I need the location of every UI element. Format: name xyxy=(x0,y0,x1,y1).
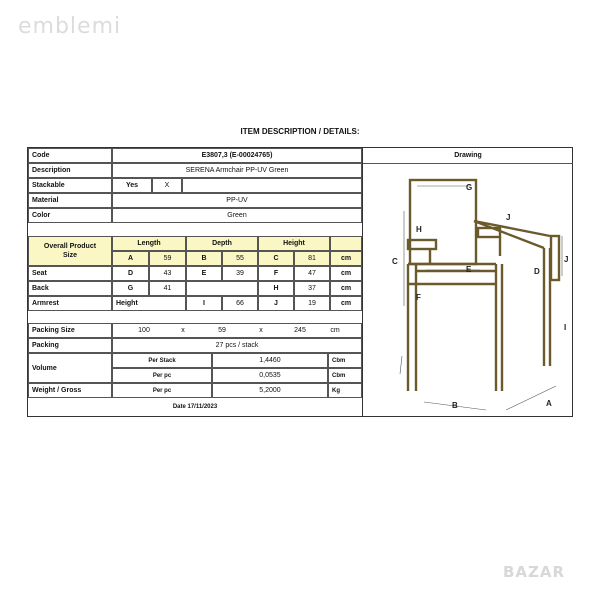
dim-c-value: 81 xyxy=(294,251,330,266)
drawing-label-i: I xyxy=(564,323,567,332)
packing-value: 27 pcs / stack xyxy=(112,338,362,353)
dim-i-letter: I xyxy=(186,296,222,311)
length-header: Length xyxy=(112,236,186,251)
dim-j-value: 19 xyxy=(294,296,330,311)
overall-unit: cm xyxy=(330,251,362,266)
watermark-logo: emblemi xyxy=(18,14,122,39)
color-value: Green xyxy=(112,208,362,223)
depth-header: Depth xyxy=(186,236,258,251)
dim-a-letter: A xyxy=(112,251,149,266)
chair-drawing xyxy=(366,166,571,414)
overall-size-line2: Size xyxy=(62,252,77,259)
material-label: Material xyxy=(28,193,112,208)
page-heading: ITEM DESCRIPTION / DETAILS: xyxy=(240,127,360,136)
overall-size-line1: Overall Product xyxy=(43,243,97,250)
drawing-title: Drawing xyxy=(363,148,573,164)
drawing-label-c: C xyxy=(392,257,398,266)
packing-label: Packing xyxy=(28,338,112,353)
description-label: Description xyxy=(28,163,112,178)
drawing-label-g: G xyxy=(466,183,473,192)
dim-e-letter: E xyxy=(186,266,222,281)
column-divider xyxy=(362,148,363,416)
volume-per-stack-unit: Cbm xyxy=(328,353,362,368)
volume-per-pc-value: 0,0535 xyxy=(212,368,328,383)
packing-size-values xyxy=(112,323,362,338)
weight-unit: Kg xyxy=(328,383,362,398)
drawing-label-j-top: J xyxy=(506,213,511,222)
dim-g-value: 41 xyxy=(149,281,186,296)
back-label: Back xyxy=(28,281,112,296)
dim-g-letter: G xyxy=(112,281,149,296)
stackable-empty xyxy=(182,178,362,193)
packing-size-x2: x xyxy=(259,327,263,334)
back-empty xyxy=(186,281,258,296)
armrest-height-label: Height xyxy=(112,296,186,311)
stackable-label: Stackable xyxy=(28,178,112,193)
dim-h-value: 37 xyxy=(294,281,330,296)
drawing-label-a: A xyxy=(546,399,552,408)
volume-label: Volume xyxy=(28,353,112,383)
armrest-label: Armrest xyxy=(28,296,112,311)
height-header: Height xyxy=(258,236,330,251)
volume-per-stack-label: Per Stack xyxy=(112,353,212,368)
packing-size-v3: 245 xyxy=(294,327,306,334)
color-label: Color xyxy=(28,208,112,223)
dim-a-value: 59 xyxy=(149,251,186,266)
dim-f-letter: F xyxy=(258,266,294,281)
volume-per-stack-value: 1,4460 xyxy=(212,353,328,368)
drawing-label-h: H xyxy=(416,225,422,234)
back-unit: cm xyxy=(330,281,362,296)
dim-h-letter: H xyxy=(258,281,294,296)
drawing-label-b: B xyxy=(452,401,458,410)
spec-sheet xyxy=(27,147,573,417)
packing-size-unit: cm xyxy=(330,327,340,334)
code-value: E3807,3 (E-00024765) xyxy=(112,148,362,163)
packing-size-v2: 59 xyxy=(218,327,226,334)
armrest-unit: cm xyxy=(330,296,362,311)
dimension-lines xyxy=(400,186,562,410)
packing-size-x1: x xyxy=(181,327,185,334)
dim-c-letter: C xyxy=(258,251,294,266)
bazar-watermark-logo: BAZAR xyxy=(503,563,566,581)
volume-per-pc-label: Per pc xyxy=(112,368,212,383)
drawing-label-e: E xyxy=(466,265,472,274)
seat-unit: cm xyxy=(330,266,362,281)
dim-d-value: 43 xyxy=(149,266,186,281)
weight-label: Weight / Gross xyxy=(28,383,112,398)
dimension-letters xyxy=(392,183,568,410)
date-stamp: Date 17/11/2023 xyxy=(172,404,218,410)
drawing-label-j: J xyxy=(564,255,569,264)
dim-e-value: 39 xyxy=(222,266,258,281)
stackable-mark: X xyxy=(152,178,182,193)
weight-value: 5,2000 xyxy=(212,383,328,398)
weight-per-pc-label: Per pc xyxy=(112,383,212,398)
unit-header-empty xyxy=(330,236,362,251)
volume-per-pc-unit: Cbm xyxy=(328,368,362,383)
dim-d-letter: D xyxy=(112,266,149,281)
drawing-label-f: F xyxy=(416,293,421,302)
description-value: SERENA Armchair PP-UV Green xyxy=(112,163,362,178)
dim-j-letter: J xyxy=(258,296,294,311)
dim-b-value: 55 xyxy=(222,251,258,266)
code-label: Code xyxy=(28,148,112,163)
dim-f-value: 47 xyxy=(294,266,330,281)
dim-i-value: 66 xyxy=(222,296,258,311)
drawing-label-d: D xyxy=(534,267,540,276)
seat-label: Seat xyxy=(28,266,112,281)
chair-frame xyxy=(408,180,559,391)
overall-size-label xyxy=(28,236,112,266)
stackable-yes: Yes xyxy=(112,178,152,193)
material-value: PP-UV xyxy=(112,193,362,208)
packing-size-v1: 100 xyxy=(138,327,150,334)
dim-b-letter: B xyxy=(186,251,222,266)
packing-size-label: Packing Size xyxy=(28,323,112,338)
